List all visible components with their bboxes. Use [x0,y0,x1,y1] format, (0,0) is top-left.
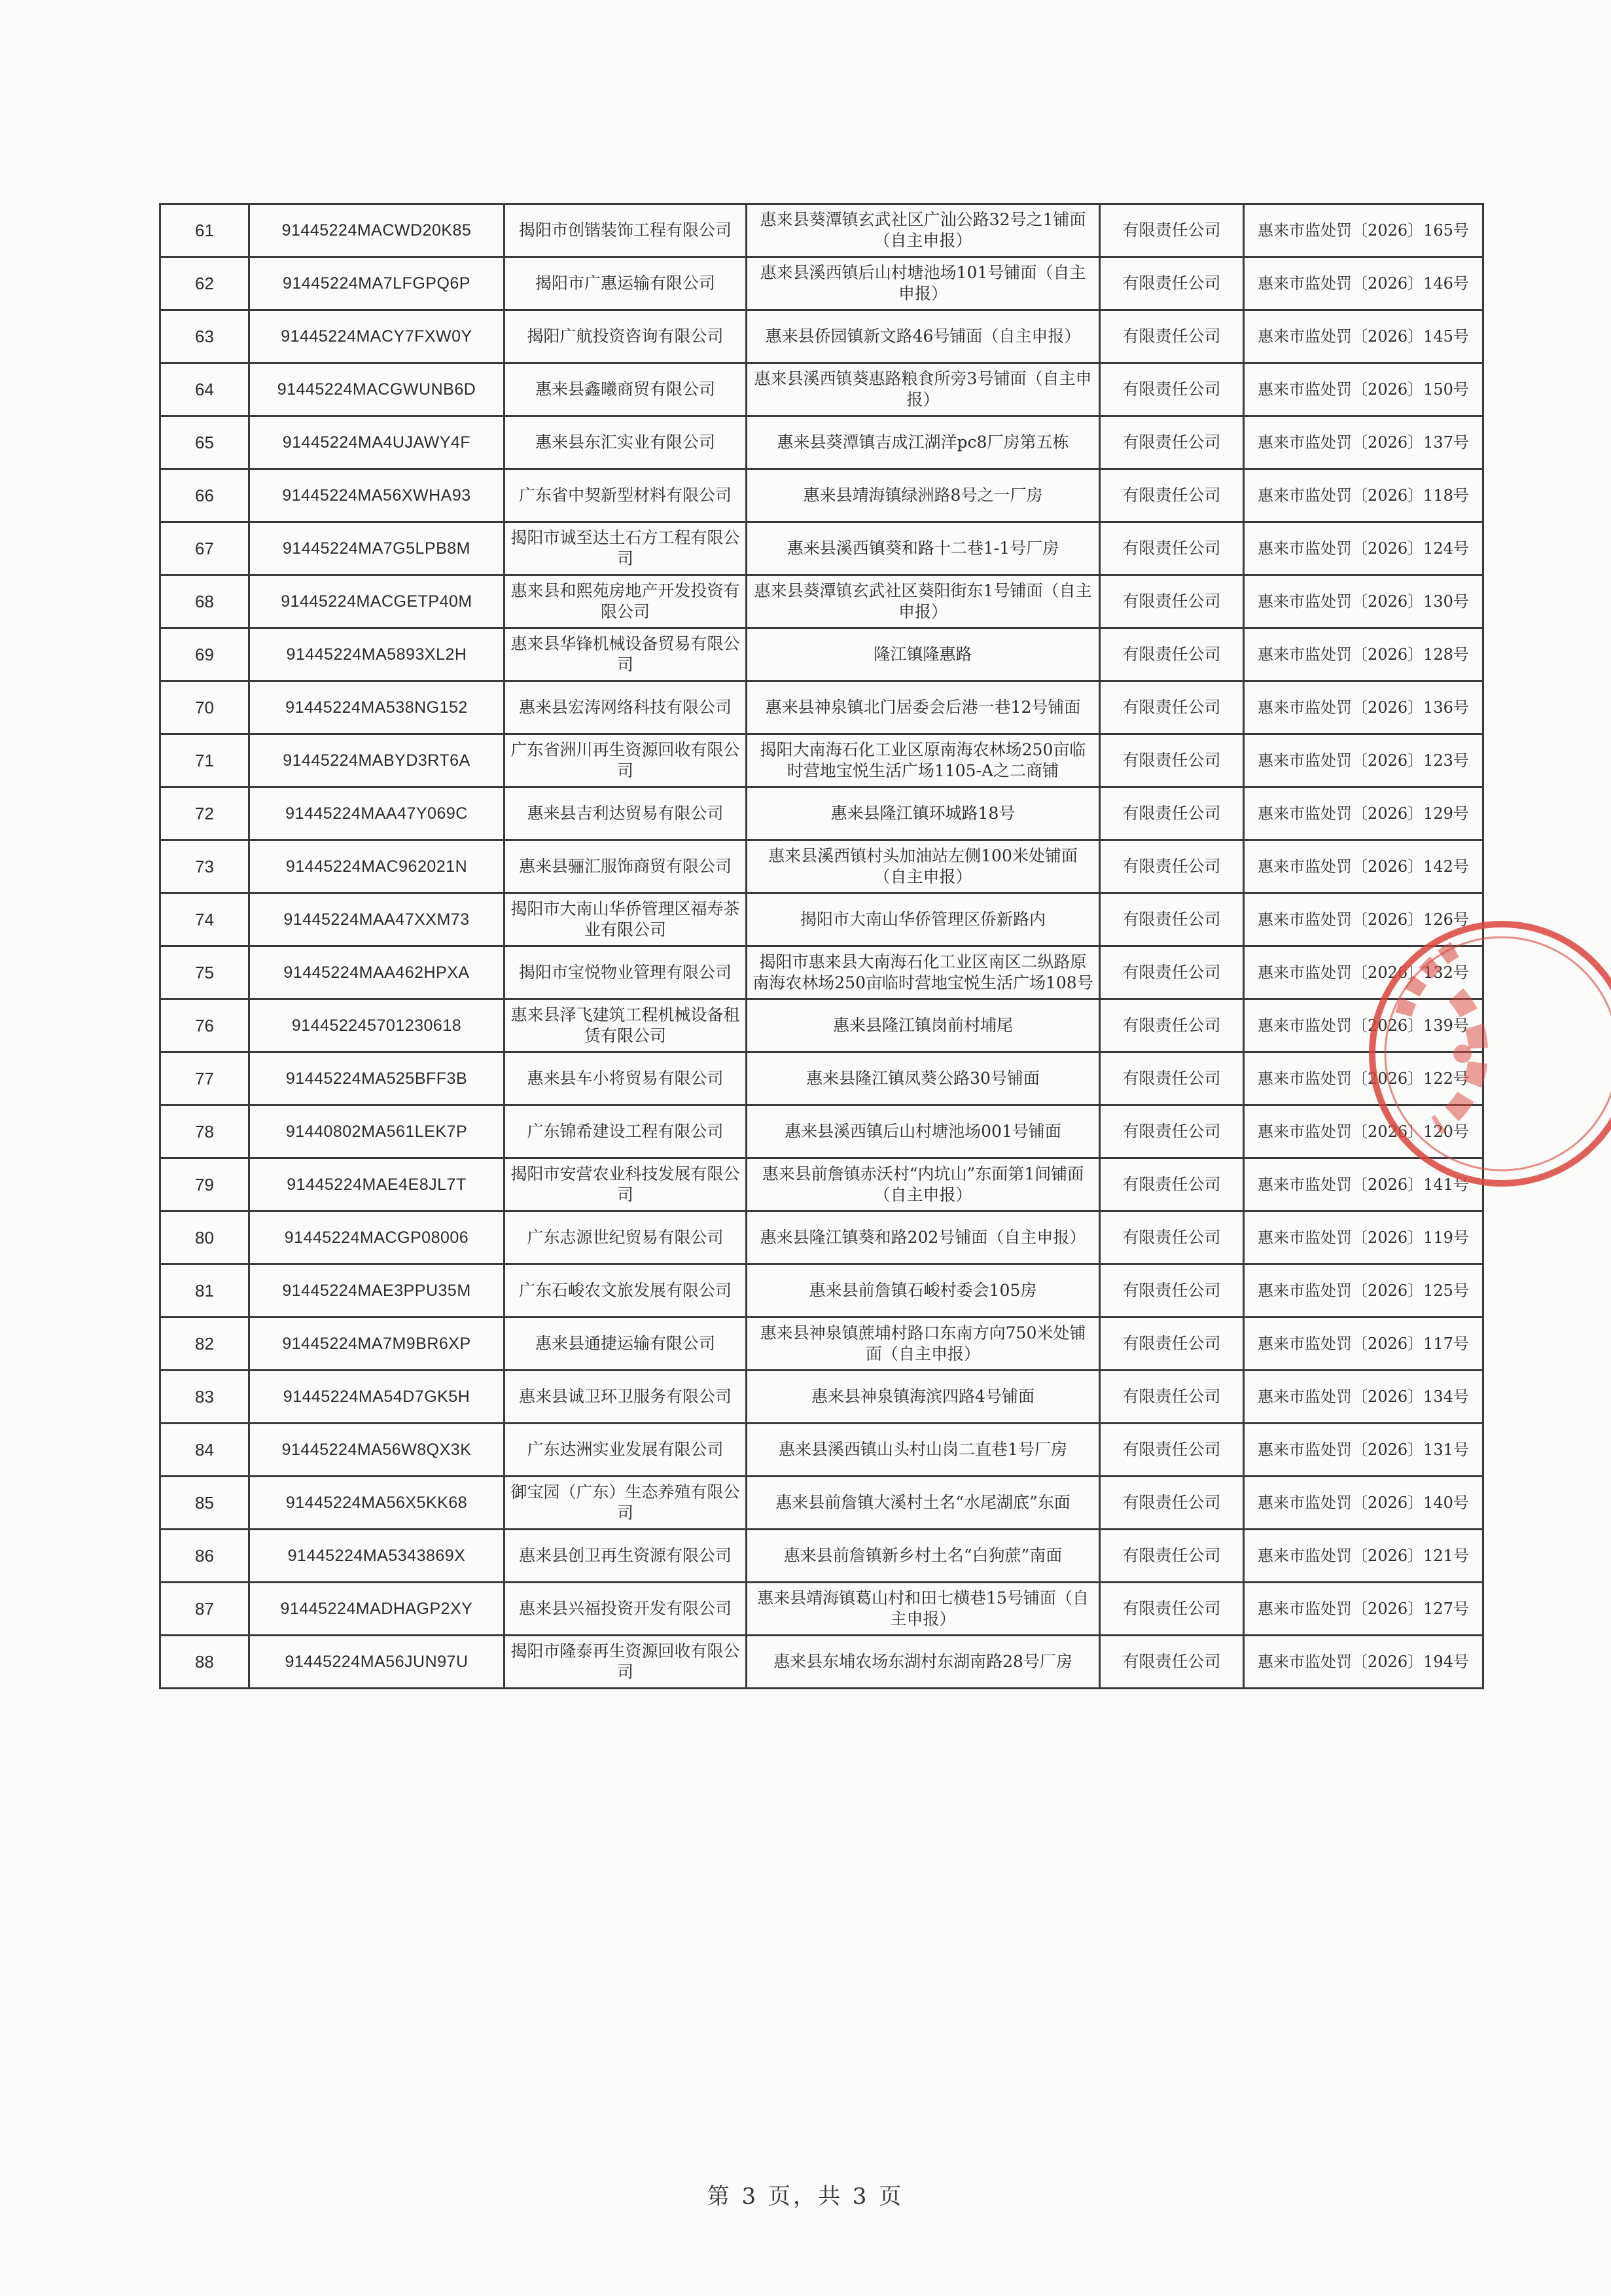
table-row [160,416,1483,469]
row-number: 81 [160,1265,249,1318]
penalty-document-number: 惠来市监处罚〔2026〕128号 [1244,628,1483,681]
row-number: 72 [160,787,249,840]
company-type: 有限责任公司 [1100,1371,1244,1424]
row-number: 77 [160,1052,249,1105]
company-type: 有限责任公司 [1100,787,1244,840]
company-address: 惠来县神泉镇北门居委会后港一巷12号铺面 [747,681,1100,734]
company-address: 惠来县东埔农场东湖村东湖南路28号厂房 [747,1636,1100,1689]
company-name: 惠来县通捷运输有限公司 [505,1318,747,1371]
penalty-document-number: 惠来市监处罚〔2026〕134号 [1244,1371,1483,1424]
row-number: 63 [160,310,249,363]
company-address: 惠来县隆江镇环城路18号 [747,787,1100,840]
company-address: 惠来县隆江镇凤葵公路30号铺面 [747,1052,1100,1105]
company-name: 惠来县创卫再生资源有限公司 [505,1530,747,1583]
penalty-document-number: 惠来市监处罚〔2026〕150号 [1244,363,1483,416]
table-row [160,946,1483,999]
table-row [160,1318,1483,1371]
company-type: 有限责任公司 [1100,469,1244,522]
company-type: 有限责任公司 [1100,575,1244,628]
company-type: 有限责任公司 [1100,1211,1244,1265]
table-row [160,1265,1483,1318]
credit-code: 91445224MA56XWHA93 [249,469,505,522]
penalty-document-number: 惠来市监处罚〔2026〕137号 [1244,416,1483,469]
row-number: 84 [160,1424,249,1477]
credit-code: 91445224MA5343869X [249,1530,505,1583]
company-name: 揭阳市安营农业科技发展有限公司 [505,1158,747,1211]
row-number: 78 [160,1105,249,1158]
company-name: 揭阳市广惠运输有限公司 [505,257,747,310]
company-name: 广东锦希建设工程有限公司 [505,1105,747,1158]
penalty-document-number: 惠来市监处罚〔2026〕132号 [1244,946,1483,999]
credit-code: 91445224MAE4E8JL7T [249,1158,505,1211]
company-address: 惠来县溪西镇山头村山岗二直巷1号厂房 [747,1424,1100,1477]
company-type: 有限责任公司 [1100,1265,1244,1318]
penalty-document-number: 惠来市监处罚〔2026〕136号 [1244,681,1483,734]
table-row [160,787,1483,840]
company-name: 惠来县吉利达贸易有限公司 [505,787,747,840]
penalty-document-number: 惠来市监处罚〔2026〕129号 [1244,787,1483,840]
table-row [160,628,1483,681]
table-row [160,999,1483,1052]
company-address: 惠来县隆江镇葵和路202号铺面（自主申报） [747,1211,1100,1265]
table-row [160,840,1483,893]
company-name: 惠来县车小将贸易有限公司 [505,1052,747,1105]
company-name: 广东石峻农文旅发展有限公司 [505,1265,747,1318]
row-number: 85 [160,1477,249,1530]
credit-code: 91445224MABYD3RT6A [249,734,505,787]
row-number: 67 [160,522,249,575]
company-type: 有限责任公司 [1100,1477,1244,1530]
company-name: 惠来县骊汇服饰商贸有限公司 [505,840,747,893]
row-number: 69 [160,628,249,681]
penalty-document-number: 惠来市监处罚〔2026〕117号 [1244,1318,1483,1371]
row-number: 73 [160,840,249,893]
credit-code: 91445224MAA47XXM73 [249,893,505,946]
company-address: 惠来县前詹镇新乡村土名“白狗蔗”南面 [747,1530,1100,1583]
penalty-document-number: 惠来市监处罚〔2026〕119号 [1244,1211,1483,1265]
credit-code: 91445224MACGETP40M [249,575,505,628]
table-row [160,1583,1483,1636]
table-row [160,734,1483,787]
table-row [160,204,1483,257]
company-type: 有限责任公司 [1100,363,1244,416]
company-type: 有限责任公司 [1100,1318,1244,1371]
row-number: 71 [160,734,249,787]
row-number: 88 [160,1636,249,1689]
company-type: 有限责任公司 [1100,734,1244,787]
credit-code: 91445224MA56JUN97U [249,1636,505,1689]
company-name: 揭阳市创锴装饰工程有限公司 [505,204,747,257]
company-address: 惠来县葵潭镇玄武社区葵阳街东1号铺面（自主申报） [747,575,1100,628]
row-number: 75 [160,946,249,999]
table-row [160,310,1483,363]
penalty-document-number: 惠来市监处罚〔2026〕146号 [1244,257,1483,310]
page-number: 第 3 页，共 3 页 [707,2183,904,2210]
credit-code: 91445224MA56X5KK68 [249,1477,505,1530]
credit-code: 91445224MA7LFGPQ6P [249,257,505,310]
credit-code: 914452245701230618 [249,999,505,1052]
credit-code: 91445224MAC962021N [249,840,505,893]
credit-code: 91445224MAA462HPXA [249,946,505,999]
row-number: 86 [160,1530,249,1583]
credit-code: 91445224MAA47Y069C [249,787,505,840]
company-type: 有限责任公司 [1100,310,1244,363]
company-address: 惠来县靖海镇葛山村和田七横巷15号铺面（自主申报） [747,1583,1100,1636]
table-row [160,1530,1483,1583]
table-row [160,1211,1483,1265]
penalty-document-number: 惠来市监处罚〔2026〕123号 [1244,734,1483,787]
penalty-document-number: 惠来市监处罚〔2026〕121号 [1244,1530,1483,1583]
company-address: 惠来县葵潭镇玄武社区广汕公路32号之1铺面（自主申报） [747,204,1100,257]
penalty-document-number: 惠来市监处罚〔2026〕127号 [1244,1583,1483,1636]
company-name: 广东省洲川再生资源回收有限公司 [505,734,747,787]
company-address: 揭阳市大南山华侨管理区侨新路内 [747,893,1100,946]
credit-code: 91440802MA561LEK7P [249,1105,505,1158]
company-address: 惠来县前詹镇石峻村委会105房 [747,1265,1100,1318]
penalty-document-number: 惠来市监处罚〔2026〕145号 [1244,310,1483,363]
company-type: 有限责任公司 [1100,1583,1244,1636]
company-name: 揭阳广航投资咨询有限公司 [505,310,747,363]
row-number: 64 [160,363,249,416]
table-row [160,575,1483,628]
company-address: 惠来县靖海镇绿洲路8号之一厂房 [747,469,1100,522]
row-number: 79 [160,1158,249,1211]
penalty-document-number: 惠来市监处罚〔2026〕140号 [1244,1477,1483,1530]
row-number: 74 [160,893,249,946]
company-name: 御宝园（广东）生态养殖有限公司 [505,1477,747,1530]
table-row [160,681,1483,734]
company-type: 有限责任公司 [1100,1530,1244,1583]
penalty-document-number: 惠来市监处罚〔2026〕194号 [1244,1636,1483,1689]
penalty-document-number: 惠来市监处罚〔2026〕122号 [1244,1052,1483,1105]
penalty-document-number: 惠来市监处罚〔2026〕124号 [1244,522,1483,575]
company-name: 揭阳市宝悦物业管理有限公司 [505,946,747,999]
company-address: 揭阳大南海石化工业区原南海农林场250亩临时营地宝悦生活广场1105-A之二商铺 [747,734,1100,787]
company-type: 有限责任公司 [1100,946,1244,999]
credit-code: 91445224MACY7FXW0Y [249,310,505,363]
company-address: 惠来县溪西镇村头加油站左侧100米处铺面（自主申报） [747,840,1100,893]
row-number: 82 [160,1318,249,1371]
company-address: 惠来县前詹镇大溪村土名“水尾湖底”东面 [747,1477,1100,1530]
penalty-document-number: 惠来市监处罚〔2026〕131号 [1244,1424,1483,1477]
company-address: 惠来县溪西镇葵和路十二巷1-1号厂房 [747,522,1100,575]
company-type: 有限责任公司 [1100,893,1244,946]
penalty-document-number: 惠来市监处罚〔2026〕139号 [1244,999,1483,1052]
company-name: 惠来县东汇实业有限公司 [505,416,747,469]
credit-code: 91445224MA5893XL2H [249,628,505,681]
credit-code: 91445224MA525BFF3B [249,1052,505,1105]
table-row [160,1424,1483,1477]
company-type: 有限责任公司 [1100,1424,1244,1477]
row-number: 70 [160,681,249,734]
table-row [160,1052,1483,1105]
credit-code: 91445224MA7M9BR6XP [249,1318,505,1371]
company-type: 有限责任公司 [1100,1052,1244,1105]
row-number: 80 [160,1211,249,1265]
company-address: 隆江镇隆惠路 [747,628,1100,681]
table-row [160,1105,1483,1158]
penalty-document-number: 惠来市监处罚〔2026〕125号 [1244,1265,1483,1318]
company-name: 惠来县和熙苑房地产开发投资有限公司 [505,575,747,628]
company-name: 广东省中契新型材料有限公司 [505,469,747,522]
credit-code: 91445224MAE3PPU35M [249,1265,505,1318]
company-address: 惠来县侨园镇新文路46号铺面（自主申报） [747,310,1100,363]
company-type: 有限责任公司 [1100,1105,1244,1158]
credit-code: 91445224MADHAGP2XY [249,1583,505,1636]
credit-code: 91445224MACWD20K85 [249,204,505,257]
company-type: 有限责任公司 [1100,840,1244,893]
company-type: 有限责任公司 [1100,999,1244,1052]
credit-code: 91445224MA4UJAWY4F [249,416,505,469]
table-row [160,1636,1483,1689]
penalty-document-number: 惠来市监处罚〔2026〕142号 [1244,840,1483,893]
company-name: 惠来县兴福投资开发有限公司 [505,1583,747,1636]
penalty-document-number: 惠来市监处罚〔2026〕141号 [1244,1158,1483,1211]
company-address: 惠来县溪西镇后山村塘池场101号铺面（自主申报） [747,257,1100,310]
company-type: 有限责任公司 [1100,204,1244,257]
row-number: 76 [160,999,249,1052]
company-name: 广东志源世纪贸易有限公司 [505,1211,747,1265]
company-name: 惠来县诚卫环卫服务有限公司 [505,1371,747,1424]
records-table [159,203,1484,1689]
credit-code: 91445224MA54D7GK5H [249,1371,505,1424]
credit-code: 91445224MACGWUNB6D [249,363,505,416]
company-name: 惠来县宏涛网络科技有限公司 [505,681,747,734]
company-address: 惠来县隆江镇岗前村埔尾 [747,999,1100,1052]
row-number: 68 [160,575,249,628]
company-type: 有限责任公司 [1100,416,1244,469]
table-row [160,1371,1483,1424]
penalty-document-number: 惠来市监处罚〔2026〕120号 [1244,1105,1483,1158]
row-number: 87 [160,1583,249,1636]
company-address: 惠来县溪西镇葵惠路粮食所旁3号铺面（自主申报） [747,363,1100,416]
company-name: 惠来县华锋机械设备贸易有限公司 [505,628,747,681]
penalty-document-number: 惠来市监处罚〔2026〕118号 [1244,469,1483,522]
company-name: 揭阳市诚至达土石方工程有限公司 [505,522,747,575]
row-number: 65 [160,416,249,469]
penalty-document-number: 惠来市监处罚〔2026〕130号 [1244,575,1483,628]
credit-code: 91445224MA7G5LPB8M [249,522,505,575]
table-row [160,522,1483,575]
company-address: 惠来县神泉镇海滨四路4号铺面 [747,1371,1100,1424]
company-type: 有限责任公司 [1100,1636,1244,1689]
table-row [160,893,1483,946]
table-row [160,363,1483,416]
company-address: 惠来县前詹镇赤沃村“内坑山”东面第1间铺面（自主申报） [747,1158,1100,1211]
table-row [160,257,1483,310]
company-name: 揭阳市隆泰再生资源回收有限公司 [505,1636,747,1689]
company-type: 有限责任公司 [1100,522,1244,575]
company-name: 揭阳市大南山华侨管理区福寿茶业有限公司 [505,893,747,946]
credit-code: 91445224MACGP08006 [249,1211,505,1265]
row-number: 61 [160,204,249,257]
company-name: 惠来县鑫曦商贸有限公司 [505,363,747,416]
company-name: 广东达洲实业发展有限公司 [505,1424,747,1477]
row-number: 83 [160,1371,249,1424]
table-row [160,469,1483,522]
penalty-document-number: 惠来市监处罚〔2026〕165号 [1244,204,1483,257]
credit-code: 91445224MA538NG152 [249,681,505,734]
company-type: 有限责任公司 [1100,1158,1244,1211]
table-row [160,1477,1483,1530]
company-type: 有限责任公司 [1100,681,1244,734]
company-type: 有限责任公司 [1100,628,1244,681]
records-table-body [160,204,1483,1689]
company-address: 惠来县神泉镇蔗埔村路口东南方向750米处铺面（自主申报） [747,1318,1100,1371]
table-row [160,1158,1483,1211]
company-type: 有限责任公司 [1100,257,1244,310]
company-address: 惠来县葵潭镇吉成江湖洋pc8厂房第五栋 [747,416,1100,469]
company-name: 惠来县泽飞建筑工程机械设备租赁有限公司 [505,999,747,1052]
company-address: 惠来县溪西镇后山村塘池场001号铺面 [747,1105,1100,1158]
company-address: 揭阳市惠来县大南海石化工业区南区二纵路原南海农林场250亩临时营地宝悦生活广场108号 [747,946,1100,999]
credit-code: 91445224MA56W8QX3K [249,1424,505,1477]
penalty-document-number: 惠来市监处罚〔2026〕126号 [1244,893,1483,946]
row-number: 66 [160,469,249,522]
row-number: 62 [160,257,249,310]
